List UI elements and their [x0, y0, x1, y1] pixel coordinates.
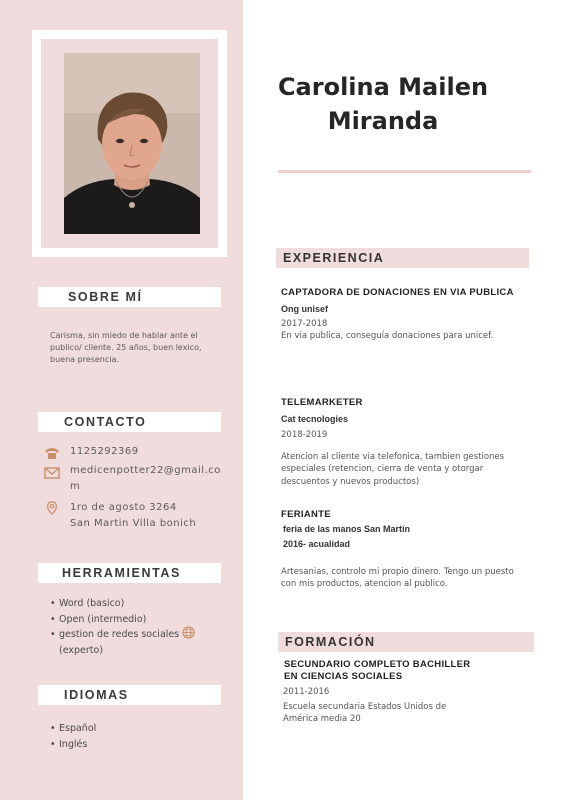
contact-phone-row — [44, 444, 234, 460]
tools-list — [50, 596, 179, 658]
globe-icon — [182, 626, 195, 639]
about-line: buena presencia. — [50, 355, 119, 364]
job-organization: Cat tecnologies — [281, 414, 349, 424]
phone-icon — [44, 446, 60, 460]
address — [70, 500, 196, 532]
mail-icon — [44, 466, 60, 480]
list-item-text: gestion de redes sociales — [59, 629, 180, 640]
about-line: Carisma, sin miedo de hablar ante el — [50, 331, 198, 340]
job-organization: Ong unisef — [281, 304, 328, 314]
job-organization: feria de las manos San Martín — [283, 524, 411, 534]
address-line: 1ro de agosto 3264 — [70, 502, 177, 513]
job-description: Artesanias, controlo mi propio dinero. Tengo un puesto — [281, 567, 514, 577]
job-dates: 2017-2018 — [281, 319, 328, 329]
section-heading-education: FORMACIÓN — [278, 632, 534, 652]
education-title: EN CIENCIAS SOCIALES — [284, 671, 403, 682]
job-title: TELEMARKETER — [281, 397, 363, 408]
section-heading-experience: EXPERIENCIA — [276, 248, 529, 268]
job-description: Atencion al cliente via telefonica, tambien gestiones — [281, 452, 505, 462]
name-line: Carolina Mailen — [277, 73, 489, 101]
email-line: m — [70, 481, 81, 492]
job-description: con mis productos, atencion al publico. — [281, 579, 448, 589]
job-description: descuentos y nuevos productos) — [281, 477, 420, 487]
section-heading-contact: CONTACTO — [38, 412, 221, 432]
email-line: medicenpotter22@gmail.co — [70, 465, 221, 476]
education-title: SECUNDARIO COMPLETO BACHILLER — [284, 659, 471, 670]
portrait-illustration — [64, 53, 200, 234]
address-line: San Martin Villa bonich — [70, 518, 197, 529]
about-line: publico/ cliente. 25 años, buen lexico, — [50, 343, 202, 352]
job-description: En via publica, conseguía donaciones para unicef. — [281, 331, 494, 341]
job-dates: 2016- acualidad — [283, 539, 351, 549]
page-title — [276, 70, 490, 138]
name-line: Miranda — [327, 107, 439, 135]
list-item: • Open (intermedio) — [50, 612, 179, 628]
list-item: • Español — [50, 721, 96, 737]
profile-photo — [64, 53, 200, 234]
education-description: América media 20 — [283, 714, 361, 724]
list-item-continued: (experto) — [59, 644, 104, 656]
languages-list — [50, 721, 96, 752]
section-heading-about: SOBRE MÍ — [38, 287, 221, 307]
location-pin-icon — [44, 501, 60, 515]
about-text — [50, 330, 202, 366]
list-item — [50, 627, 179, 643]
contact-email-row — [44, 463, 234, 495]
job-title: CAPTADORA DE DONACIONES EN VIA PUBLICA — [281, 287, 514, 298]
contact-address-row — [44, 500, 234, 532]
education-description: Escuela secundaria Estados Unidos de — [283, 702, 447, 712]
job-title: FERIANTE — [281, 509, 331, 520]
section-heading-tools: HERRAMIENTAS — [38, 563, 221, 583]
education-dates: 2011-2016 — [283, 687, 330, 697]
phone-number[interactable]: 1125292369 — [70, 446, 139, 457]
section-heading-languages: IDIOMAS — [38, 685, 221, 705]
list-item: • Word (basico) — [50, 596, 179, 612]
list-item: • Inglés — [50, 737, 96, 753]
divider — [278, 170, 531, 173]
job-description: especiales (retencion, cierra de venta y otorgar — [281, 464, 484, 474]
email-address[interactable] — [70, 463, 221, 495]
job-dates: 2018-2019 — [281, 430, 328, 440]
